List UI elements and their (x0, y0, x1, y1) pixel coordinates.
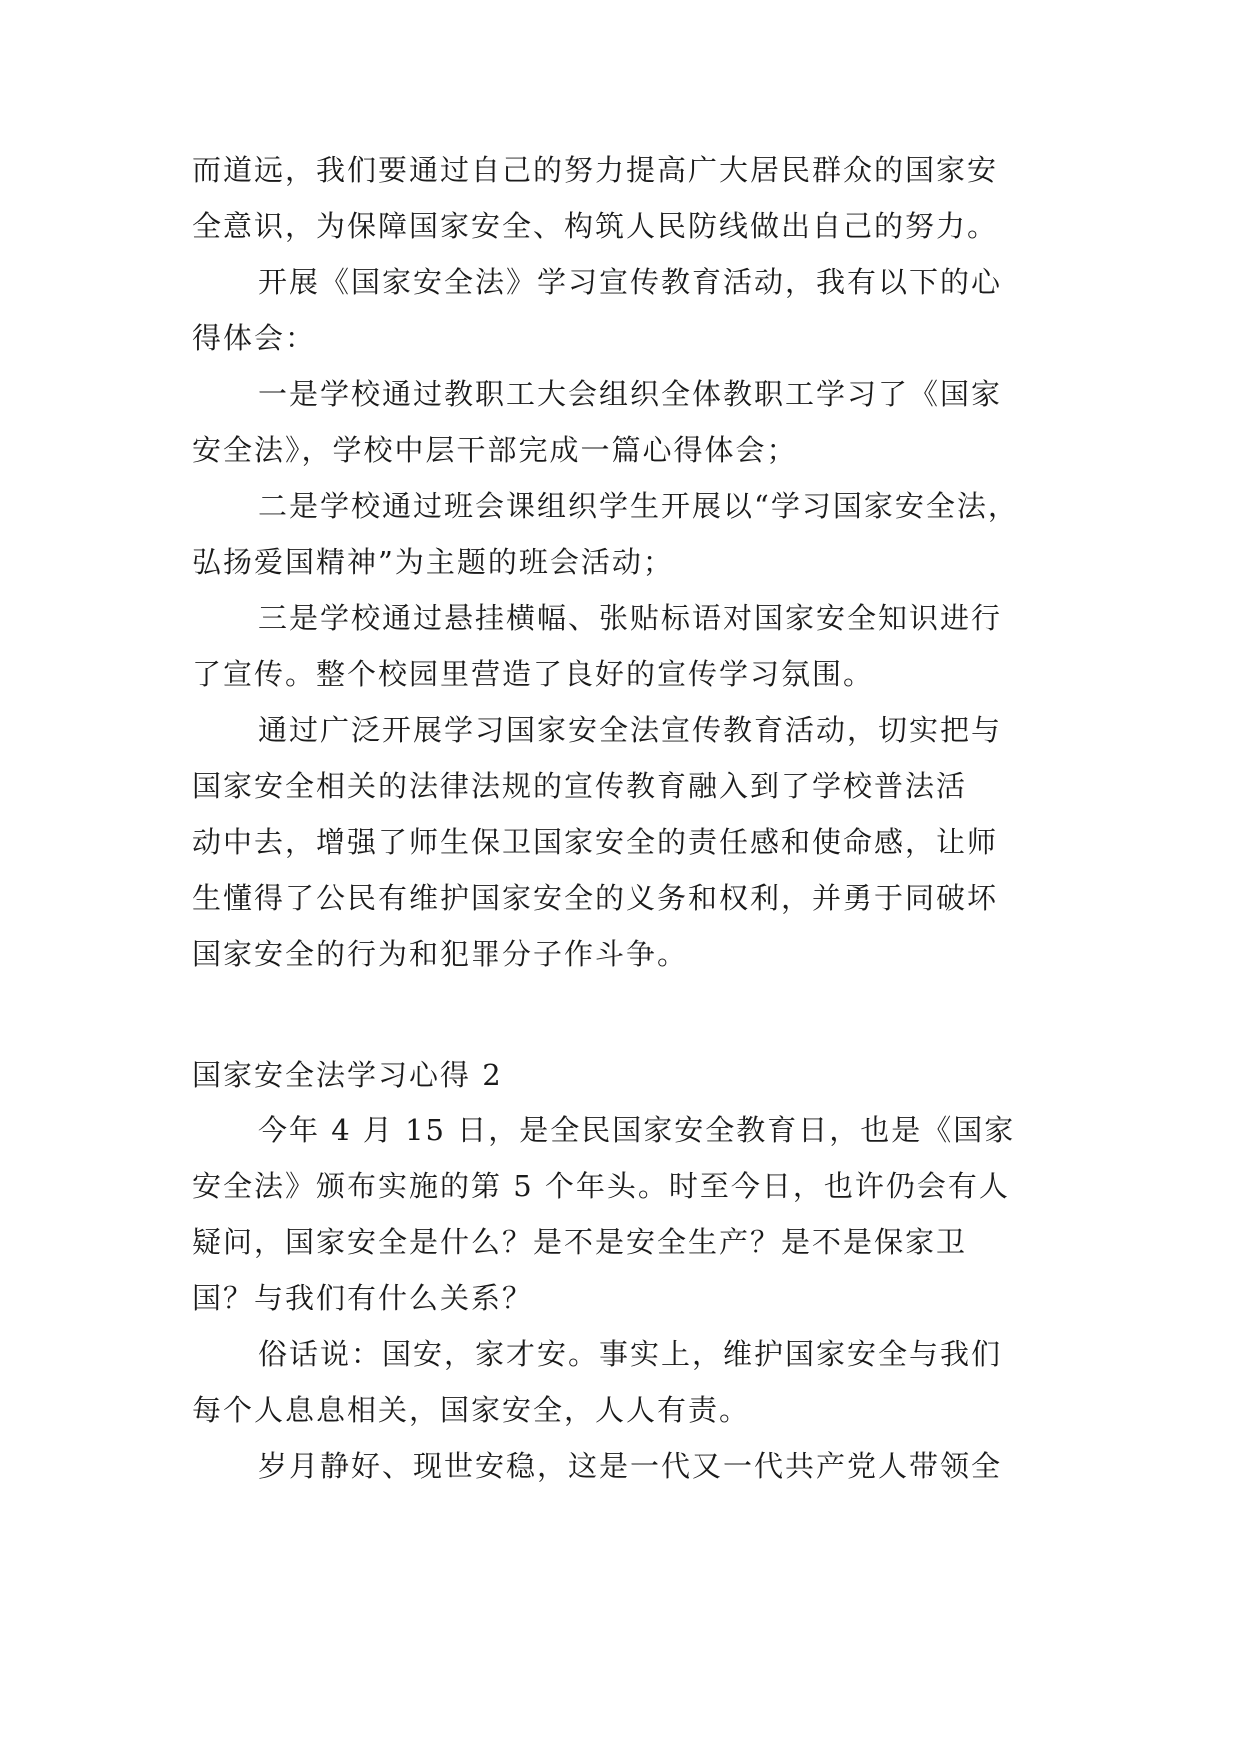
paragraph-line: 一是学校通过教职工大会组织全体教职工学习了《国家 (258, 377, 1003, 411)
paragraph-line: 二是学校通过班会课组织学生开展以“学习国家安全法， (258, 489, 1019, 523)
paragraph-line: 国家安全相关的法律法规的宣传教育融入到了学校普法活 (192, 769, 968, 803)
paragraph-line: 三是学校通过悬挂横幅、张贴标语对国家安全知识进行 (258, 601, 1003, 635)
paragraph-line: 了宣传。整个校园里营造了良好的宣传学习氛围。 (192, 657, 875, 691)
paragraph-line: 疑问，国家安全是什么？是不是安全生产？是不是保家卫 (192, 1225, 968, 1259)
paragraph-line: 动中去，增强了师生保卫国家安全的责任感和使命感，让师 (192, 825, 999, 859)
paragraph-line: 全意识，为保障国家安全、构筑人民防线做出自己的努力。 (192, 209, 999, 243)
paragraph-line: 俗话说：国安，家才安。事实上，维护国家安全与我们 (258, 1337, 1003, 1371)
section-heading: 国家安全法学习心得 2 (192, 1058, 503, 1092)
paragraph-line: 今年 4 月 15 日，是全民国家安全教育日，也是《国家 (258, 1113, 1016, 1147)
paragraph-line: 生懂得了公民有维护国家安全的义务和权利，并勇于同破坏 (192, 881, 999, 915)
paragraph-line: 开展《国家安全法》学习宣传教育活动，我有以下的心 (258, 265, 1003, 299)
paragraph-line: 通过广泛开展学习国家安全法宣传教育活动，切实把与 (258, 713, 1003, 747)
paragraph-line: 每个人息息相关，国家安全，人人有责。 (192, 1393, 751, 1427)
paragraph-line: 得体会： (192, 321, 317, 355)
paragraph-line: 国家安全的行为和犯罪分子作斗争。 (192, 937, 689, 971)
paragraph-line: 而道远，我们要通过自己的努力提高广大居民群众的国家安 (192, 153, 999, 187)
paragraph-line: 弘扬爱国精神”为主题的班会活动； (192, 545, 674, 579)
paragraph-line: 安全法》颁布实施的第 5 个年头。时至今日，也许仍会有人 (192, 1169, 1010, 1203)
paragraph-line: 岁月静好、现世安稳，这是一代又一代共产党人带领全 (258, 1449, 1003, 1483)
paragraph-line: 安全法》，学校中层干部完成一篇心得体会； (192, 433, 798, 467)
paragraph-line: 国？与我们有什么关系？ (192, 1281, 534, 1315)
